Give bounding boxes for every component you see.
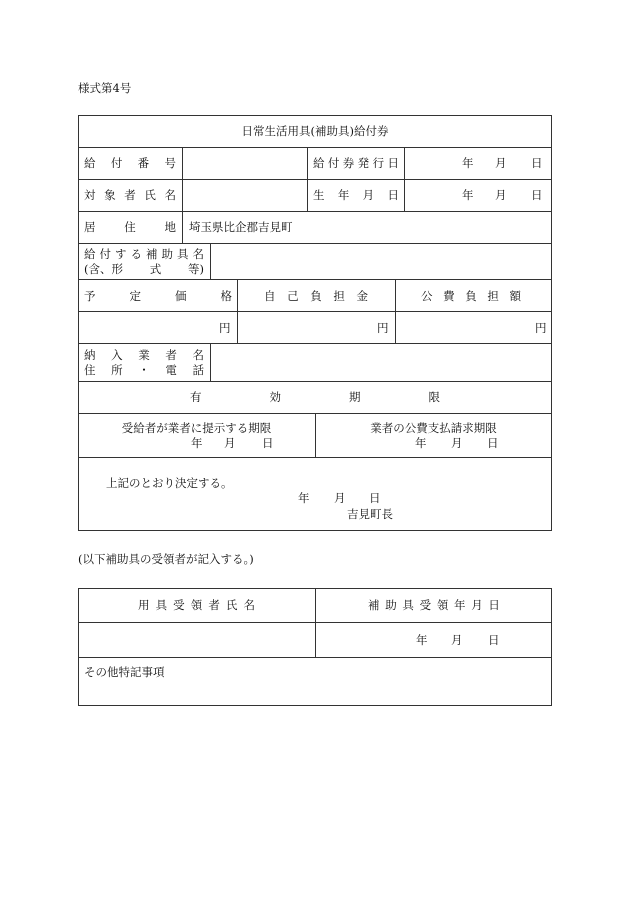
present-deadline-date[interactable]: 年 月 日 bbox=[191, 436, 274, 450]
birth-date-field[interactable]: 年 月 日 bbox=[462, 188, 543, 202]
instruction-text: (以下補助具の受領者が記入する。) bbox=[78, 552, 254, 566]
received-date-field[interactable]: 年 月 日 bbox=[416, 633, 500, 647]
label-gyosha-address: 住 所 ・ 電 話 bbox=[84, 363, 204, 377]
recipient-name-field[interactable] bbox=[78, 623, 315, 657]
label-yotei-kakaku: 予 定 価 格 bbox=[84, 289, 232, 303]
label-teiji-kigen: 受給者が業者に提示する期限 bbox=[121, 421, 272, 435]
label-kyojuchi: 居 住 地 bbox=[84, 220, 176, 234]
mayor-signature: 吉見町長 bbox=[347, 507, 393, 521]
label-seinengappi: 生 年 月 日 bbox=[313, 188, 399, 202]
label-received-date: 補 助 具 受 領 年 月 日 bbox=[368, 598, 500, 612]
issue-date-field[interactable]: 年 月 日 bbox=[462, 156, 543, 170]
decision-text: 上記のとおり決定する。 bbox=[106, 476, 233, 490]
label-other-notes: その他特記事項 bbox=[84, 665, 165, 679]
grant-ticket-table bbox=[78, 115, 552, 531]
label-kyufu-bango: 給 付 番 号 bbox=[84, 156, 176, 170]
kyojuchi-value: 埼玉県比企郡吉見町 bbox=[189, 220, 293, 234]
label-jiko-futan: 自 己 負 担 金 bbox=[264, 289, 368, 303]
yen-unit: 円 bbox=[535, 321, 547, 335]
label-hojogu-form: (含、形 式 等) bbox=[84, 262, 204, 276]
label-yuko-kigen: 有 効 期 限 bbox=[190, 390, 440, 404]
form-number: 様式第4号 bbox=[78, 81, 132, 95]
label-recipient-name: 用 具 受 領 者 氏 名 bbox=[138, 598, 255, 612]
label-seikyu-kigen: 業者の公費支払請求期限 bbox=[370, 421, 497, 435]
label-taishosha-shimei: 対 象 者 氏 名 bbox=[84, 188, 176, 202]
label-kyufuken-hakkobi: 給 付 券 発 行 日 bbox=[313, 156, 399, 170]
yen-unit: 円 bbox=[219, 321, 231, 335]
form-title: 日常生活用具(補助具)給付券 bbox=[241, 124, 389, 138]
yen-unit: 円 bbox=[377, 321, 389, 335]
label-hojogu-name: 給 付 す る 補 助 具 名 bbox=[84, 247, 204, 261]
label-gyosha-name: 納 入 業 者 名 bbox=[84, 348, 204, 362]
label-kohi-futan: 公 費 負 担 額 bbox=[421, 289, 521, 303]
decision-date: 年 月 日 bbox=[298, 491, 381, 505]
claim-deadline-date[interactable]: 年 月 日 bbox=[415, 436, 499, 450]
